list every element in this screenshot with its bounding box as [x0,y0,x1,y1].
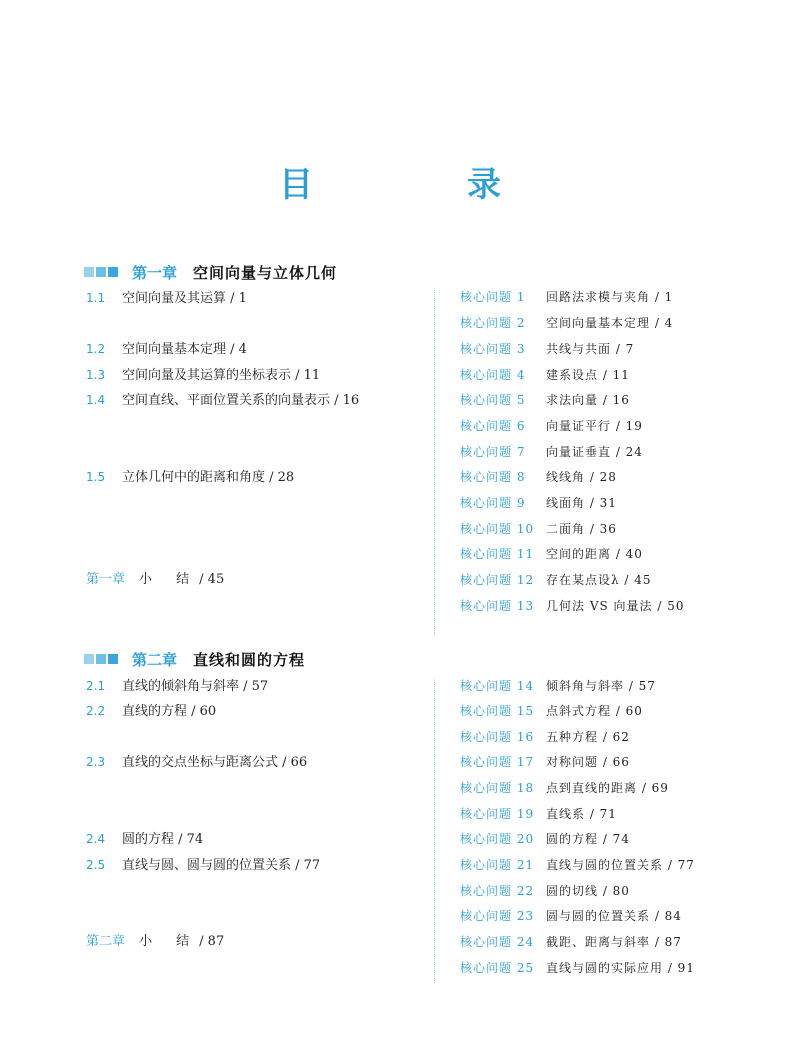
core-problem-label: 核心问题 24 [460,935,535,949]
core-problem-item[interactable] [460,545,643,563]
summary-chapter-label: 第二章 [86,934,126,949]
section-title: 圆的方程 / 74 [122,832,204,847]
summary-name: 小 结 [139,572,200,587]
core-problem-label: 核心问题 16 [460,730,535,744]
core-problem-title: 空间向量基本定理 / 4 [546,316,674,330]
core-problem-label: 核心问题 14 [460,679,535,693]
core-problem-title: 点到直线的距离 / 69 [546,781,669,795]
toc-section[interactable] [86,702,216,720]
section-number: 2.5 [86,858,106,872]
core-problem-item[interactable] [460,597,684,615]
core-problem-item[interactable] [460,571,652,589]
core-problem-item[interactable] [460,520,617,538]
core-problem-title: 建系设点 / 11 [546,368,630,382]
core-problem-label: 核心问题 7 [460,445,526,459]
section-number: 2.4 [86,832,106,846]
core-problem-item[interactable] [460,882,630,900]
section-title: 直线的倾斜角与斜率 / 57 [122,679,269,694]
section-number: 1.3 [86,368,106,382]
core-problem-label: 核心问题 6 [460,419,526,433]
core-problem-label: 核心问题 15 [460,704,535,718]
core-problem-item[interactable] [460,805,617,823]
core-problem-title: 直线与圆的位置关系 / 77 [546,858,695,872]
toc-section[interactable] [86,830,203,848]
core-problem-item[interactable] [460,677,656,695]
core-problem-item[interactable] [460,779,669,797]
summary-chapter-label: 第一章 [86,572,126,587]
core-problem-item[interactable] [460,340,634,358]
section-title: 空间向量及其运算的坐标表示 / 11 [122,368,321,383]
core-problem-item[interactable] [460,753,630,771]
core-problem-title: 回路法求模与夹角 / 1 [546,290,674,304]
section-title: 空间向量及其运算 / 1 [122,291,247,306]
core-problem-item[interactable] [460,702,643,720]
dotted-divider [434,678,435,983]
core-problem-label: 核心问题 20 [460,832,535,846]
core-problem-label: 核心问题 10 [460,522,535,536]
core-problem-item[interactable] [460,494,617,512]
core-problem-title: 对称问题 / 66 [546,755,630,769]
toc-section[interactable] [86,366,320,384]
core-problem-title: 圆与圆的位置关系 / 84 [546,909,682,923]
toc-section[interactable] [86,677,268,695]
core-problem-item[interactable] [460,959,695,977]
summary-page: / 87 [199,934,225,949]
core-problem-item[interactable] [460,288,673,306]
core-problem-label: 核心问题 22 [460,884,535,898]
section-title: 直线与圆、圆与圆的位置关系 / 77 [122,858,321,873]
section-number: 1.2 [86,342,106,356]
section-title: 直线的方程 / 60 [122,704,217,719]
chapter-heading[interactable] [84,648,305,670]
summary-name: 小 结 [139,934,200,949]
core-problem-title: 圆的切线 / 80 [546,884,630,898]
core-problem-label: 核心问题 11 [460,547,535,561]
core-problem-label: 核心问题 13 [460,599,535,613]
core-problem-title: 线线角 / 28 [546,470,617,484]
core-problem-label: 核心问题 25 [460,961,535,975]
core-problem-item[interactable] [460,830,630,848]
core-problem-title: 倾斜角与斜率 / 57 [546,679,656,693]
core-problem-label: 核心问题 21 [460,858,535,872]
core-problem-item[interactable] [460,314,673,332]
core-problem-title: 直线系 / 71 [546,807,617,821]
section-number: 1.4 [86,393,106,407]
dotted-divider [434,290,435,635]
core-problem-label: 核心问题 18 [460,781,535,795]
core-problem-item[interactable] [460,933,682,951]
toc-section[interactable] [86,391,359,409]
toc-section[interactable] [86,289,247,307]
core-problem-label: 核心问题 12 [460,573,535,587]
core-problem-title: 点斜式方程 / 60 [546,704,643,718]
core-problem-title: 几何法 VS 向量法 / 50 [546,599,685,613]
core-problem-title: 五种方程 / 62 [546,730,630,744]
toc-section[interactable] [86,468,294,486]
core-problem-title: 存在某点设λ / 45 [546,573,652,587]
core-problem-label: 核心问题 3 [460,342,526,356]
core-problem-item[interactable] [460,468,617,486]
toc-section[interactable] [86,856,320,874]
page-title: 目 录 [279,165,561,205]
section-number: 2.2 [86,704,106,718]
core-problem-label: 核心问题 1 [460,290,526,304]
chapter-name: 直线和圆的方程 [193,650,306,669]
summary-page: / 45 [199,572,225,587]
chapter-summary[interactable] [86,933,224,951]
chapter-name: 空间向量与立体几何 [193,263,338,282]
core-problem-title: 向量证垂直 / 24 [546,445,643,459]
core-problem-label: 核心问题 9 [460,496,526,510]
core-problem-title: 二面角 / 36 [546,522,617,536]
core-problem-title: 截距、距离与斜率 / 87 [546,935,682,949]
section-title: 空间直线、平面位置关系的向量表示 / 16 [122,393,360,408]
core-problem-label: 核心问题 2 [460,316,526,330]
core-problem-title: 空间的距离 / 40 [546,547,643,561]
section-number: 2.3 [86,755,106,769]
core-problem-label: 核心问题 17 [460,755,535,769]
core-problem-title: 求法向量 / 16 [546,393,630,407]
section-number: 1.1 [86,291,106,305]
chapter-summary[interactable] [86,571,224,589]
core-problem-item[interactable] [460,366,630,384]
section-title: 立体几何中的距离和角度 / 28 [122,470,295,485]
core-problem-title: 圆的方程 / 74 [546,832,630,846]
core-problem-item[interactable] [460,907,682,925]
core-problem-title: 向量证平行 / 19 [546,419,643,433]
toc-section[interactable] [86,340,247,358]
core-problem-label: 核心问题 5 [460,393,526,407]
toc-section[interactable] [86,753,307,771]
core-problem-item[interactable] [460,856,695,874]
core-problem-item[interactable] [460,728,630,746]
core-problem-label: 核心问题 4 [460,368,526,382]
core-problem-title: 共线与共面 / 7 [546,342,635,356]
section-title: 空间向量基本定理 / 4 [122,342,247,357]
chapter-squares-icon [84,654,118,664]
core-problem-item[interactable] [460,417,643,435]
section-number: 1.5 [86,470,106,484]
chapter-number: 第二章 [132,650,178,669]
core-problem-item[interactable] [460,391,630,409]
chapter-heading[interactable] [84,261,337,283]
core-problem-label: 核心问题 8 [460,470,526,484]
core-problem-label: 核心问题 19 [460,807,535,821]
core-problem-label: 核心问题 23 [460,909,535,923]
section-number: 2.1 [86,679,106,693]
chapter-number: 第一章 [132,263,178,282]
core-problem-title: 线面角 / 31 [546,496,617,510]
section-title: 直线的交点坐标与距离公式 / 66 [122,755,308,770]
chapter-squares-icon [84,267,118,277]
core-problem-item[interactable] [460,443,643,461]
core-problem-title: 直线与圆的实际应用 / 91 [546,961,695,975]
